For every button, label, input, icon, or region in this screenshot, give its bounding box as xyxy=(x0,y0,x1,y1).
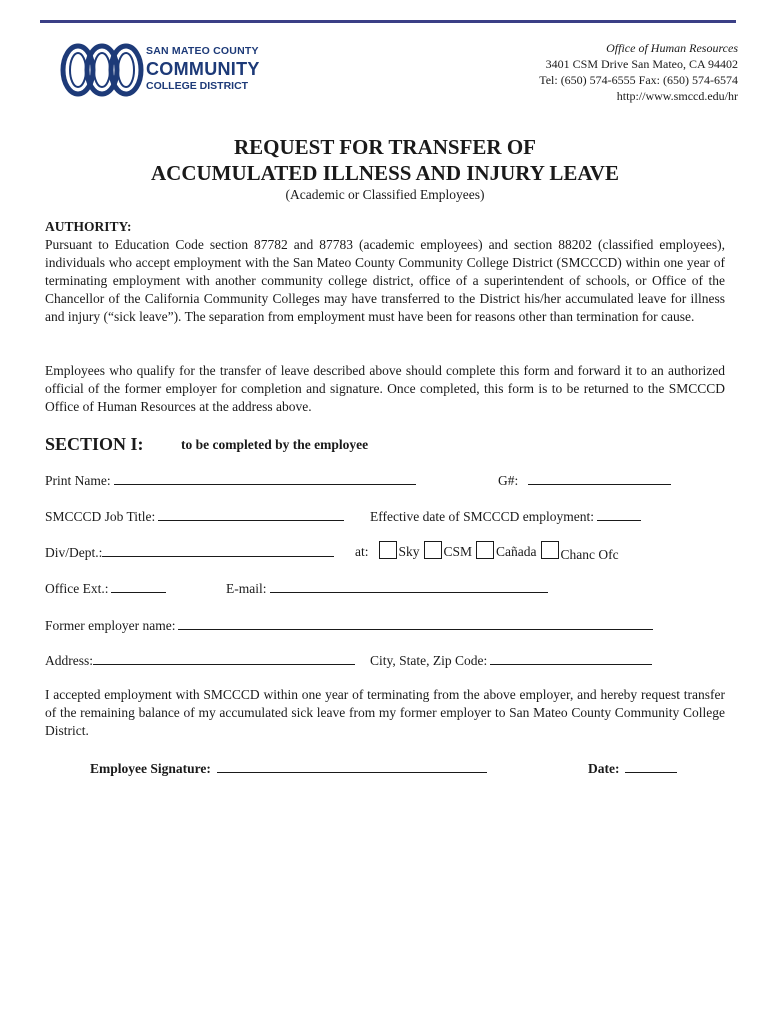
campus-at-label: at: xyxy=(355,544,369,559)
office-ext-field xyxy=(45,579,166,597)
employee-signature-line[interactable] xyxy=(217,759,487,773)
date-label: Date: xyxy=(588,761,620,776)
campus-label-sky: Sky xyxy=(398,544,420,559)
authority-text: Pursuant to Education Code section 87782 and 87783 (academic employees) and section 88202 (classified employees), individuals who accept employment with the San Mateo County Community College District (SMCCCD) within one year of terminating employment with another community college district, office of a superintendent of schools, or Office of the Chancellor of the California Community Colleges may have transferred to the District his/her accumulated leave for illness and injury (“sick leave”). The separation from employment must have been for reasons other than termination for cause. xyxy=(45,237,725,324)
logo-line-1: SAN MATEO COUNTY xyxy=(146,45,259,57)
title-line-1: REQUEST FOR TRANSFER OF xyxy=(233,135,537,159)
job-title-line[interactable] xyxy=(158,507,344,521)
title-line-2: ACCUMULATED ILLNESS AND INJURY LEAVE xyxy=(151,161,619,185)
campus-checkbox-chanc-ofc[interactable] xyxy=(541,541,559,559)
section-heading: SECTION I: xyxy=(45,434,144,454)
campus-label-chanc-ofc: Chanc Ofc xyxy=(560,547,619,562)
campus-checkbox-csm[interactable] xyxy=(424,541,442,559)
campus-checkbox-sky[interactable] xyxy=(379,541,397,559)
office-ext-label: Office Ext.: xyxy=(45,581,109,596)
office-url[interactable]: http://www.smccd.edu/hr xyxy=(616,89,738,103)
logo-line-3: COLLEGE DISTRICT xyxy=(146,79,249,92)
former-employer-label: Former employer name: xyxy=(45,618,176,633)
district-logo xyxy=(58,40,260,100)
rings-logo-icon xyxy=(58,42,148,98)
former-employer-line[interactable] xyxy=(178,616,653,630)
instructions-text: Employees who qualify for the transfer of leave described above should complete this form and forward it to an authorized official of the former employer for completion and signature. Once completed, this form is to be returned to the SMCCCD Office of Human Resources at the address above. xyxy=(45,363,725,414)
div-dept-line[interactable] xyxy=(102,543,334,557)
div-dept-field xyxy=(45,543,334,561)
form-subtitle: (Academic or Classified Employees) xyxy=(285,187,485,202)
address-line[interactable] xyxy=(93,651,355,665)
effective-date-line[interactable] xyxy=(597,507,641,521)
div-dept-label: Div/Dept.: xyxy=(45,545,103,560)
g-number-field xyxy=(498,471,671,489)
former-employer-field xyxy=(45,616,653,634)
office-ext-line[interactable] xyxy=(111,579,166,593)
address-label: Address: xyxy=(45,653,93,668)
section-subheading: to be completed by the employee xyxy=(181,437,369,452)
campus-checkbox-canada[interactable] xyxy=(476,541,494,559)
form-title xyxy=(0,134,770,186)
campus-field xyxy=(355,541,619,560)
g-number-line[interactable] xyxy=(528,471,671,485)
job-title-label: SMCCCD Job Title: xyxy=(45,509,156,524)
g-number-label: G#: xyxy=(498,473,519,488)
effective-date-label: Effective date of SMCCCD employment: xyxy=(370,509,594,524)
contact-block xyxy=(539,40,738,104)
email-line[interactable] xyxy=(270,579,548,593)
office-name: Office of Human Resources xyxy=(606,41,738,55)
logo-line-2: COMMUNITY xyxy=(146,58,260,79)
job-title-field xyxy=(45,507,344,525)
office-address: 3401 CSM Drive San Mateo, CA 94402 xyxy=(545,57,738,71)
employee-signature-label: Employee Signature: xyxy=(90,761,211,776)
print-name-line[interactable] xyxy=(114,471,416,485)
transfer-statement: I accepted employment with SMCCCD within one year of terminating from the above employer, and hereby request transfer of the remaining balance of my accumulated sick leave from my former employer to San Mateo County Community College District. xyxy=(45,687,725,738)
campus-label-canada: Cañada xyxy=(496,544,537,559)
logo-text xyxy=(146,46,260,91)
city-state-zip-field xyxy=(370,651,652,669)
city-state-zip-line[interactable] xyxy=(490,651,652,665)
employee-signature-field xyxy=(90,759,487,777)
date-field xyxy=(588,759,677,777)
address-field xyxy=(45,651,355,669)
email-label: E-mail: xyxy=(226,581,267,596)
authority-heading: AUTHORITY: xyxy=(45,219,132,234)
campus-label-csm: CSM xyxy=(443,544,473,559)
print-name-label: Print Name: xyxy=(45,473,111,488)
office-phone: Tel: (650) 574-6555 Fax: (650) 574-6574 xyxy=(539,73,738,87)
print-name-field xyxy=(45,471,416,489)
email-field xyxy=(226,579,548,597)
city-state-zip-label: City, State, Zip Code: xyxy=(370,653,488,668)
effective-date-field xyxy=(370,507,641,525)
date-line[interactable] xyxy=(625,759,677,773)
top-rule xyxy=(40,20,736,23)
